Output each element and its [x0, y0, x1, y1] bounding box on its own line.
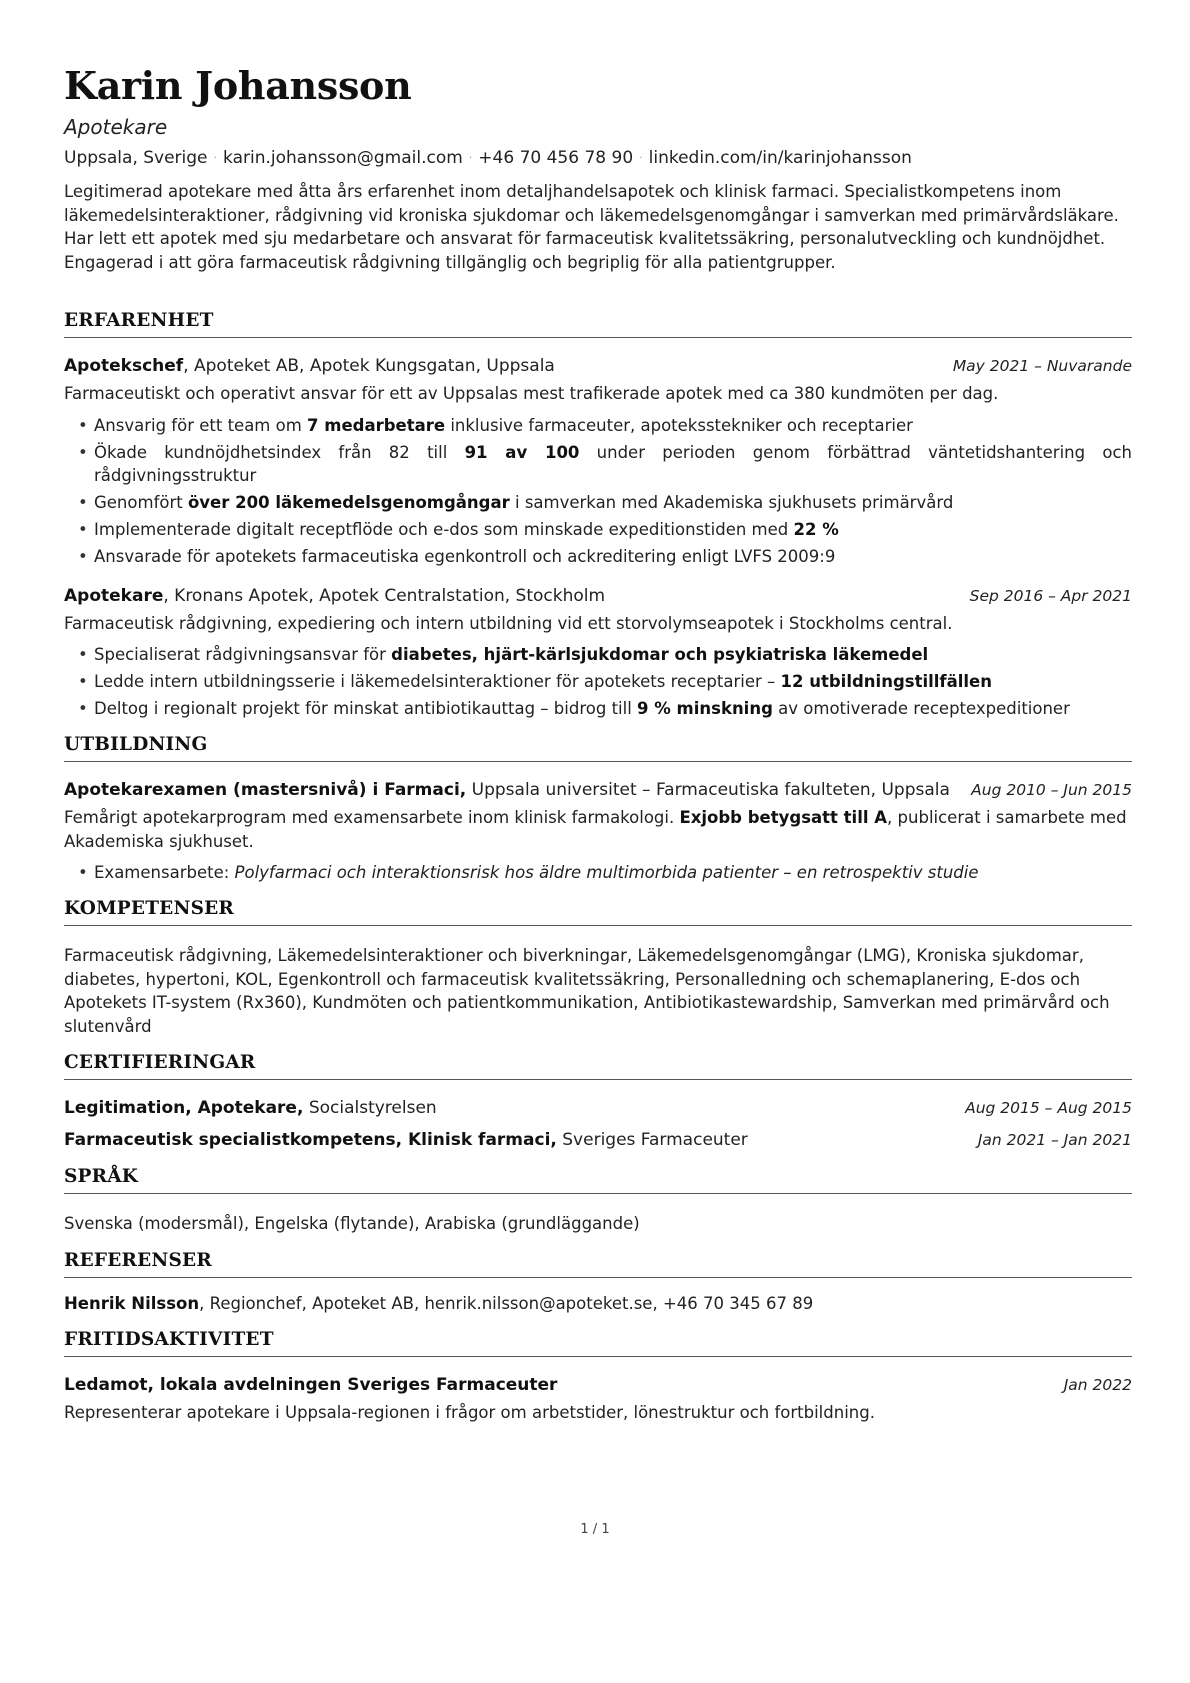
certification-name: Farmaceutisk specialistkompetens, Klinisk farmaci, Sveriges Farmaceuter	[64, 1130, 748, 1150]
contact-line	[64, 146, 1132, 170]
job-org: , Kronans Apotek, Apotek Centralstation, Stockholm	[163, 585, 606, 606]
thesis-list	[64, 861, 1132, 884]
degree-title: Apotekarexamen (mastersnivå) i Farmaci,	[64, 780, 467, 800]
candidate-name: Karin Johansson	[64, 63, 412, 108]
job-description: Farmaceutiskt och operativt ansvar för ett av Uppsalas mest trafikerade apotek med ca 380 kundmöten per dag.	[64, 384, 999, 403]
contact-location: Uppsala, Sverige	[64, 148, 208, 168]
reference-name: Henrik Nilsson	[64, 1293, 200, 1313]
certification-name: Legitimation, Apotekare, Socialstyrelsen	[64, 1098, 437, 1118]
entry-title-line	[64, 584, 605, 608]
contact-separator: ·	[468, 151, 473, 164]
skills-section	[64, 898, 1132, 1038]
achievement-item: • Ökade kundnöjdhetsindex från 82 till 91 av 100 under perioden genom förbättrad väntetidshantering och rådgivningsstruktur	[78, 441, 1132, 487]
languages-text: Svenska (modersmål), Engelska (flytande), Arabiska (grundläggande)	[64, 1214, 640, 1233]
achievement-item: • Ledde intern utbildningsserie i läkemedelsinteraktioner för apotekets receptarier – 12 utbildningstillfällen	[78, 670, 1132, 693]
job-title: Apotekare	[64, 585, 164, 606]
references-section	[64, 1250, 1132, 1316]
education-entry	[64, 778, 1132, 884]
languages-section	[64, 1166, 1132, 1236]
leisure-title: Ledamot, lokala avdelningen Sveriges Farmaceuter	[64, 1375, 558, 1395]
entry-header	[64, 584, 1132, 608]
job-date: May 2021 – Nuvarande	[952, 357, 1132, 375]
job-date: Sep 2016 – Apr 2021	[969, 586, 1132, 605]
job-org: , Apoteket AB, Apotek Kungsgatan, Uppsala	[183, 356, 555, 376]
resume-page	[64, 62, 1132, 1425]
entry-header	[64, 354, 1132, 378]
section-heading-leisure: FRITIDSAKTIVITET	[64, 1329, 1132, 1357]
section-heading-references: REFERENSER	[64, 1250, 1132, 1278]
leisure-date: Jan 2022	[1063, 1376, 1132, 1394]
certification-entry	[64, 1096, 1132, 1120]
reference-entry	[64, 1292, 1132, 1316]
certification-date: Aug 2015 – Aug 2015	[965, 1099, 1132, 1117]
achievement-list	[64, 643, 1132, 720]
achievement-item: • Deltog i regionalt projekt för minskat antibiotikauttag – bidrog till 9 % minskning av omotiverade receptexpeditioner	[78, 697, 1132, 720]
job-title: Apotekschef	[64, 356, 184, 376]
education-date: Aug 2010 – Jun 2015	[971, 781, 1132, 799]
certification-date: Jan 2021 – Jan 2021	[977, 1131, 1132, 1149]
certification-entry	[64, 1128, 1132, 1152]
achievement-item: • Implementerade digitalt receptflöde och e-dos som minskade expeditionstiden med 22 %	[78, 518, 1132, 541]
reference-details: , Regionchef, Apoteket AB, henrik.nilsson@apoteket.se, +46 70 345 67 89	[199, 1293, 814, 1313]
contact-phone[interactable]: +46 70 456 78 90	[478, 148, 634, 168]
contact-separator: ·	[639, 151, 643, 164]
section-heading-skills: KOMPETENSER	[64, 898, 1132, 926]
thesis-item: • Examensarbete: Polyfarmaci och interaktionsrisk hos äldre multimorbida patienter – en retrospektiv studie	[78, 861, 1132, 884]
experience-section	[64, 310, 1132, 720]
contact-separator: ·	[213, 151, 218, 164]
contact-linkedin[interactable]: linkedin.com/in/karinjohansson	[648, 148, 912, 168]
entry-title-line	[64, 354, 555, 378]
skills-text: Farmaceutisk rådgivning, Läkemedelsinteraktioner och biverkningar, Läkemedelsgenomgångar (LMG), Kroniska sjukdomar, diabetes, hypertoni, KOL, Egenkontroll och farmaceutisk kvalitetssäkring, Personalledning och schemaplanering, E-dos och Apotekets IT-system (Rx360), Kundmöten och patientkommunikation, Antibiotikastewardship, Samverkan med primärvård och slutenvård	[64, 946, 1110, 1036]
leisure-description: Representerar apotekare i Uppsala-regionen i frågor om arbetstider, lönestruktur och fortbildning.	[64, 1403, 875, 1422]
page-number: 1 / 1	[580, 1522, 610, 1537]
education-description: Femårigt apotekarprogram med examensarbete inom klinisk farmakologi. Exjobb betygsatt till A, publicerat i samarbete med Akademiska sjukhuset.	[64, 808, 1127, 851]
achievement-item: • Genomfört över 200 läkemedelsgenomgångar i samverkan med Akademiska sjukhusets primärvård	[78, 491, 1132, 514]
section-heading-languages: SPRÅK	[64, 1166, 1132, 1194]
experience-entry	[64, 354, 1132, 568]
entry-title-line	[64, 778, 950, 802]
candidate-role: Apotekare	[64, 115, 168, 139]
achievement-list	[64, 414, 1132, 568]
leisure-entry	[64, 1373, 1132, 1425]
section-heading-experience: ERFARENHET	[64, 310, 1132, 338]
section-heading-education: UTBILDNING	[64, 734, 1132, 762]
achievement-item: • Ansvarade för apotekets farmaceutiska egenkontroll och ackreditering enligt LVFS 2009:9	[78, 545, 1132, 568]
section-heading-certifications: CERTIFIERINGAR	[64, 1052, 1132, 1080]
job-description: Farmaceutisk rådgivning, expediering och intern utbildning vid ett storvolymseapotek i Stockholms central.	[64, 613, 953, 633]
entry-header	[64, 778, 1132, 802]
profile-summary: Legitimerad apotekare med åtta års erfarenhet inom detaljhandelsapotek och klinisk farmaci. Specialistkompetens inom läkemedelsinteraktioner, rådgivning vid kroniska sjukdomar och läkemedelsgenomgångar i samverkan med primärvårdsläkare. Har lett ett apotek med sju medarbetare och ansvarat för farmaceutisk kvalitetssäkring, personalutveckling och kundnöjdhet. Engagerad i att göra farmaceutisk rådgivning tillgänglig och begriplig för alla patientgrupper.	[64, 182, 1119, 272]
leisure-section	[64, 1329, 1132, 1425]
school-name: Uppsala universitet – Farmaceutiska fakulteten, Uppsala	[466, 780, 950, 800]
achievement-item: • Specialiserat rådgivningsansvar för diabetes, hjärt-kärlsjukdomar och psykiatriska läkemedel	[78, 643, 1132, 666]
achievement-item: • Ansvarig för ett team om 7 medarbetare inklusive farmaceuter, apoteksstekniker och receptarier	[78, 414, 1132, 437]
experience-entry	[64, 584, 1132, 721]
certifications-section	[64, 1052, 1132, 1152]
contact-email[interactable]: karin.johansson@gmail.com	[223, 148, 463, 168]
education-section	[64, 734, 1132, 884]
